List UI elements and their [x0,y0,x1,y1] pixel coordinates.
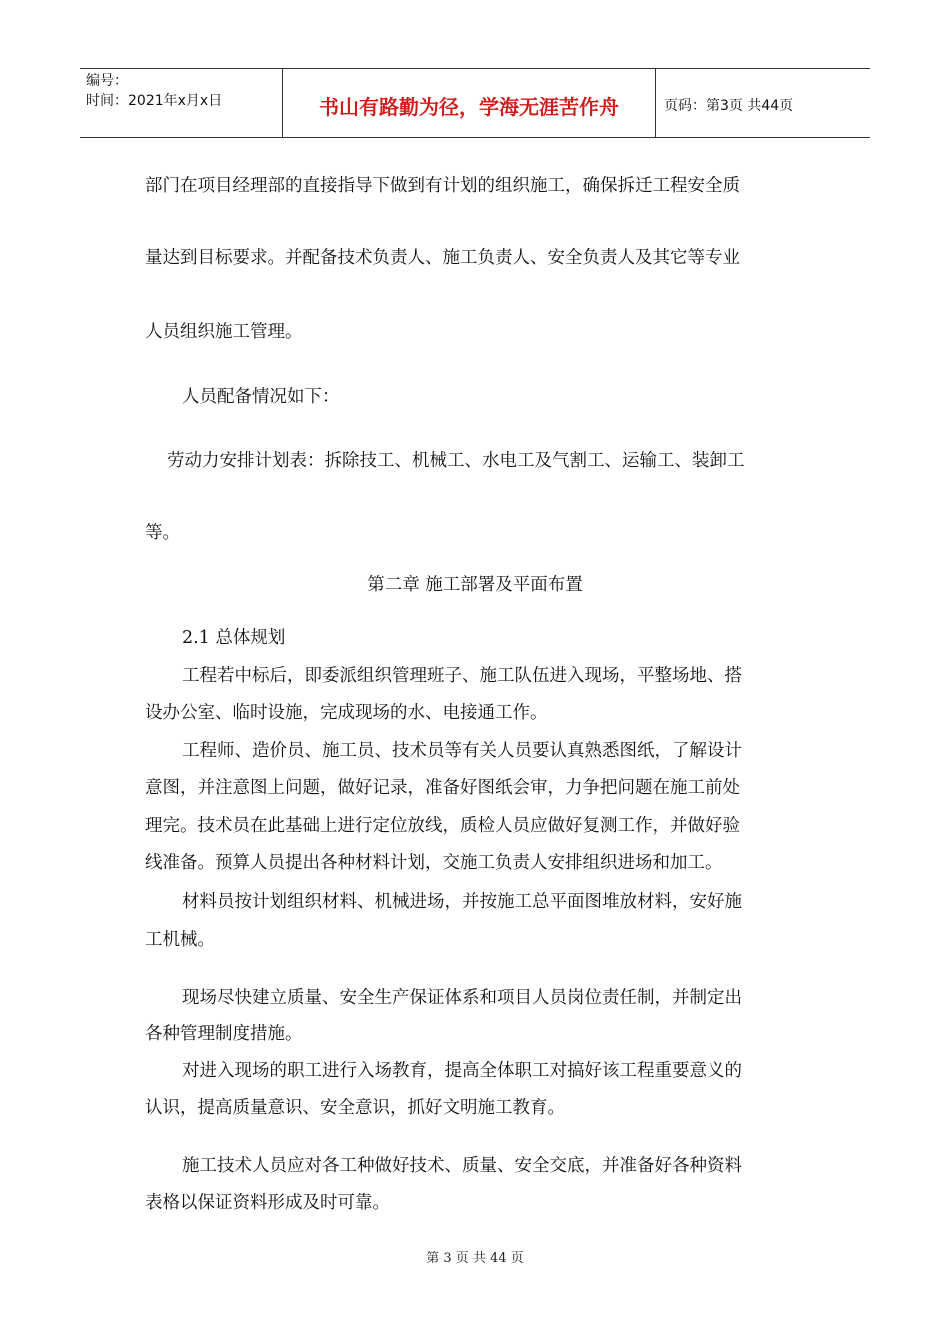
body-line: 表格以保证资料形成及时可靠。 [145,1193,390,1213]
body-line: 工程若中标后，即委派组织管理班子、施工队伍进入现场，平整场地、搭 [182,666,742,686]
body-line: 意图，并注意图上问题，做好记录，准备好图纸会审，力争把问题在施工前处 [145,778,740,798]
body-line: 工机械。 [145,930,215,950]
header-motto: 书山有路勤为径，学海无涯苦作舟 [282,69,656,137]
body-line: 线准备。预算人员提出各种材料计划，交施工负责人安排组织进场和加工。 [145,853,723,873]
body-line: 材料员按计划组织材料、机械进场，并按施工总平面图堆放材料，安好施 [182,892,742,912]
page-header [80,68,870,138]
page-footer: 第 3 页 共 44 页 [426,1251,524,1266]
body-line: 施工技术人员应对各工种做好技术、质量、安全交底，并准备好各种资料 [182,1156,742,1176]
body-line: 工程师、造价员、施工员、技术员等有关人员要认真熟悉图纸，了解设计 [182,741,742,761]
header-meta [80,69,282,137]
body-line: 等。 [145,523,180,543]
body-line: 设办公室、临时设施，完成现场的水、电接通工作。 [145,703,548,723]
body-line: 各种管理制度措施。 [145,1024,303,1044]
chapter-heading: 第二章 施工部署及平面布置 [367,575,583,595]
header-page-info: 页码：第3页 共44页 [664,98,794,114]
body-line: 量达到目标要求。并配备技术负责人、施工负责人、安全负责人及其它等专业 [145,248,740,268]
body-line: 部门在项目经理部的直接指导下做到有计划的组织施工，确保拆迁工程安全质 [145,176,740,196]
date-label: 时间：2021年x月x日 [86,93,223,109]
doc-number-label: 编号： [86,73,128,89]
body-line: 现场尽快建立质量、安全生产保证体系和项目人员岗位责任制，并制定出 [182,988,742,1008]
body-line: 对进入现场的职工进行入场教育，提高全体职工对搞好该工程重要意义的 [182,1061,742,1081]
body-line: 人员组织施工管理。 [145,322,303,342]
section-heading: 2.1 总体规划 [182,628,286,648]
body-line: 人员配备情况如下： [182,387,340,407]
body-line: 劳动力安排计划表：拆除技工、机械工、水电工及气割工、运输工、装卸工 [167,451,745,471]
body-line: 认识，提高质量意识、安全意识，抓好文明施工教育。 [145,1098,565,1118]
body-line: 理完。技术员在此基础上进行定位放线，质检人员应做好复测工作，并做好验 [145,816,740,836]
